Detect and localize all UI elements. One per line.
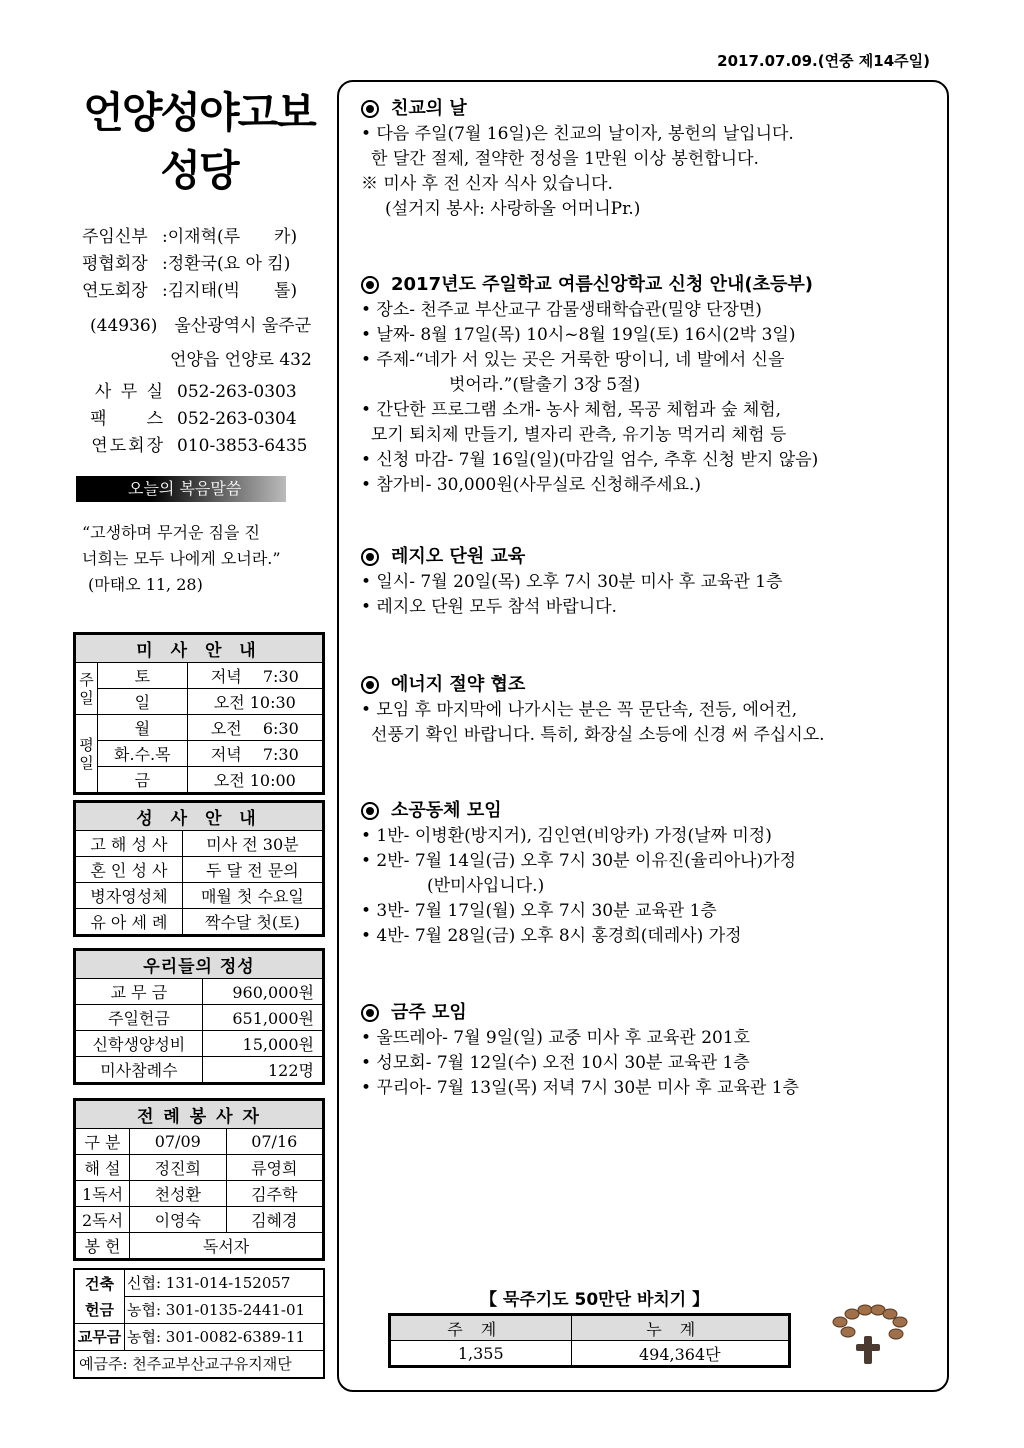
section-energy-saving: 에너지 절약 협조 • 모임 후 마지막에 나가시는 분은 꼭 문단속, 전등, 에어컨, 선풍기 확인 바랍니다. 특히, 화장실 소등에 신경 써 주십시오. (361, 674, 825, 745)
account-holder-row: 예금주: 천주교부산교구유지재단 (79, 1355, 292, 1373)
sacrament-header: 성 사 안 내 (76, 803, 323, 831)
staff-item: 평협회장 :정환국(요 아 킴) (82, 254, 291, 274)
school-fee-row: 교무금 농협: 301-0082-6389-11 (75, 1324, 323, 1351)
section-fellowship-day: 친교의 날 • 다음 주일(7월 16일)은 친교의 날이자, 봉헌의 날입니다. 한 달간 절제, 절약한 정성을 1만원 이상 봉헌합니다. ※ 미사 후 전 신자 식사 있습니다. (설거지 봉사: 사랑하올 어머니Pr.) (361, 98, 794, 219)
staff-item: 주임신부 :이재혁(루 카) (82, 227, 298, 247)
rosary-count-table: 주계 누계 1,355 494,364단 (388, 1313, 791, 1368)
circle-dot-icon (361, 1004, 379, 1022)
church-name: 언양성야고보 성당 (83, 88, 315, 195)
contact-item: 사 무 실 052-263-0303 (94, 382, 297, 402)
table-row: 미사참례수 122명 (76, 1057, 323, 1083)
section-summer-school: 2017년도 주일학교 여름신앙학교 신청 안내(초등부) • 장소- 천주교 부산교구 감물생태학습관(밀양 단장면) • 날짜- 8월 17일(목) 10시~8월 19일(토) 16시(2박 3일) • 주제-“네가 서 있는 곳은 거룩한 땅이니, 네 발에서 신을 벗어라.”(탈출기 3장 5절) • 간단한 프로그램 소개- 농사 체험, 목공 체험과 숲 체험, 모기 퇴치제 만들기, 별자리 관측, 유기농 먹거리 체험 등 • 신청 마감- 7월 16일(일)(마감일 엄수, 추후 신청 받지 않음) • 참가비- 30,000원(사무실로 신청해주세요.) (361, 274, 819, 495)
table-row: 1독서 천성환 김주학 (76, 1181, 323, 1207)
staff-list (72, 224, 326, 305)
contact-list (72, 379, 326, 460)
bank-accounts (73, 1268, 325, 1379)
liturgy-header: 전 례 봉 사 자 (76, 1101, 323, 1129)
table-row: 봉 헌 독서자 (76, 1233, 323, 1259)
table-row: 병자영성체 매월 첫 수요일 (76, 883, 323, 909)
table-row: 1,355 494,364단 (391, 1341, 789, 1366)
table-row: 신학생양성비 15,000원 (76, 1031, 323, 1057)
offering-header: 우리들의 정성 (76, 951, 323, 979)
section-weekly-meetings: 금주 모임 • 울뜨레아- 7월 9일(일) 교중 미사 후 교육관 201호 • 성모회- 7월 12일(수) 오전 10시 30분 교육관 1층 • 꾸리아- 7월 13일(목) 저녁 7시 30분 미사 후 교육관 1층 (361, 1002, 799, 1098)
mass-header: 미 사 안 내 (76, 635, 323, 663)
table-row: 2독서 이영숙 김혜경 (76, 1207, 323, 1233)
table-row: 혼 인 성 사 두 달 전 문의 (76, 857, 323, 883)
circle-dot-icon (361, 802, 379, 820)
left-column (72, 84, 326, 598)
circle-dot-icon (361, 676, 379, 694)
sacrament-table (73, 800, 325, 937)
staff-item: 연도회장 :김지태(빅 톨) (82, 281, 298, 301)
gospel-text: “고생하며 무거운 짐을 진 너희는 모두 나에게 오너라.” (마태오 11, 28) (82, 523, 281, 594)
rosary-title: 【 묵주기도 50만단 바치기 】 (480, 1290, 710, 1310)
liturgy-server-table (73, 1098, 325, 1261)
table-row: 유 아 세 례 짝수달 첫(토) (76, 909, 323, 935)
school-fee-label: 교무금 (75, 1324, 125, 1350)
sunday-label: 주 일 (76, 663, 98, 715)
address: (44936) 울산광역시 울주군 언양읍 언양로 432 (90, 316, 312, 370)
contact-item: 팩 스 052-263-0304 (90, 409, 297, 429)
rosary-beads-icon (830, 1300, 910, 1374)
table-row: 고 해 성 사 미사 전 30분 (76, 831, 323, 857)
issue-date: 2017.07.09.(연중 제14주일) (717, 52, 930, 70)
circle-dot-icon (361, 276, 379, 294)
section-legio-education: 레지오 단원 교육 • 일시- 7월 20일(목) 오후 7시 30분 미사 후 교육관 1층 • 레지오 단원 모두 참석 바랍니다. (361, 546, 783, 617)
table-row: 해 설 정진희 류영희 (76, 1155, 323, 1181)
announcements-panel (337, 80, 949, 1392)
circle-dot-icon (361, 100, 379, 118)
table-row: 주일헌금 651,000원 (76, 1005, 323, 1031)
offering-table (73, 948, 325, 1085)
table-row: 구 분 07/09 07/16 (76, 1129, 323, 1155)
building-fund-row: 건축 헌금 신협: 131-014-152057 농협: 301-0135-2441-01 (75, 1270, 323, 1324)
building-fund-label: 건축 헌금 (75, 1270, 125, 1323)
circle-dot-icon (361, 548, 379, 566)
mass-schedule-table: 미 사 안 내 주 일 토 저녁 7:30 일 오전 10:30 평 일 월 오전 6:30 화.수.목 저녁 7:30 금 오전 10:00 (73, 632, 325, 795)
section-small-community: 소공동체 모임 • 1반- 이병환(방지거), 김인연(비앙카) 가정(날짜 미정) • 2반- 7월 14일(금) 오후 7시 30분 이유진(율리아나)가정 (반미사입니다.) • 3반- 7월 17일(월) 오후 7시 30분 교육관 1층 • 4반- 7월 28일(금) 오후 8시 홍경희(데레사) 가정 (361, 800, 797, 946)
weekday-label: 평 일 (76, 715, 98, 793)
table-row: 교 무 금 960,000원 (76, 979, 323, 1005)
contact-item: 연도회장 010-3853-6435 (91, 436, 308, 456)
gospel-label: 오늘의 복음말씀 (76, 476, 286, 502)
